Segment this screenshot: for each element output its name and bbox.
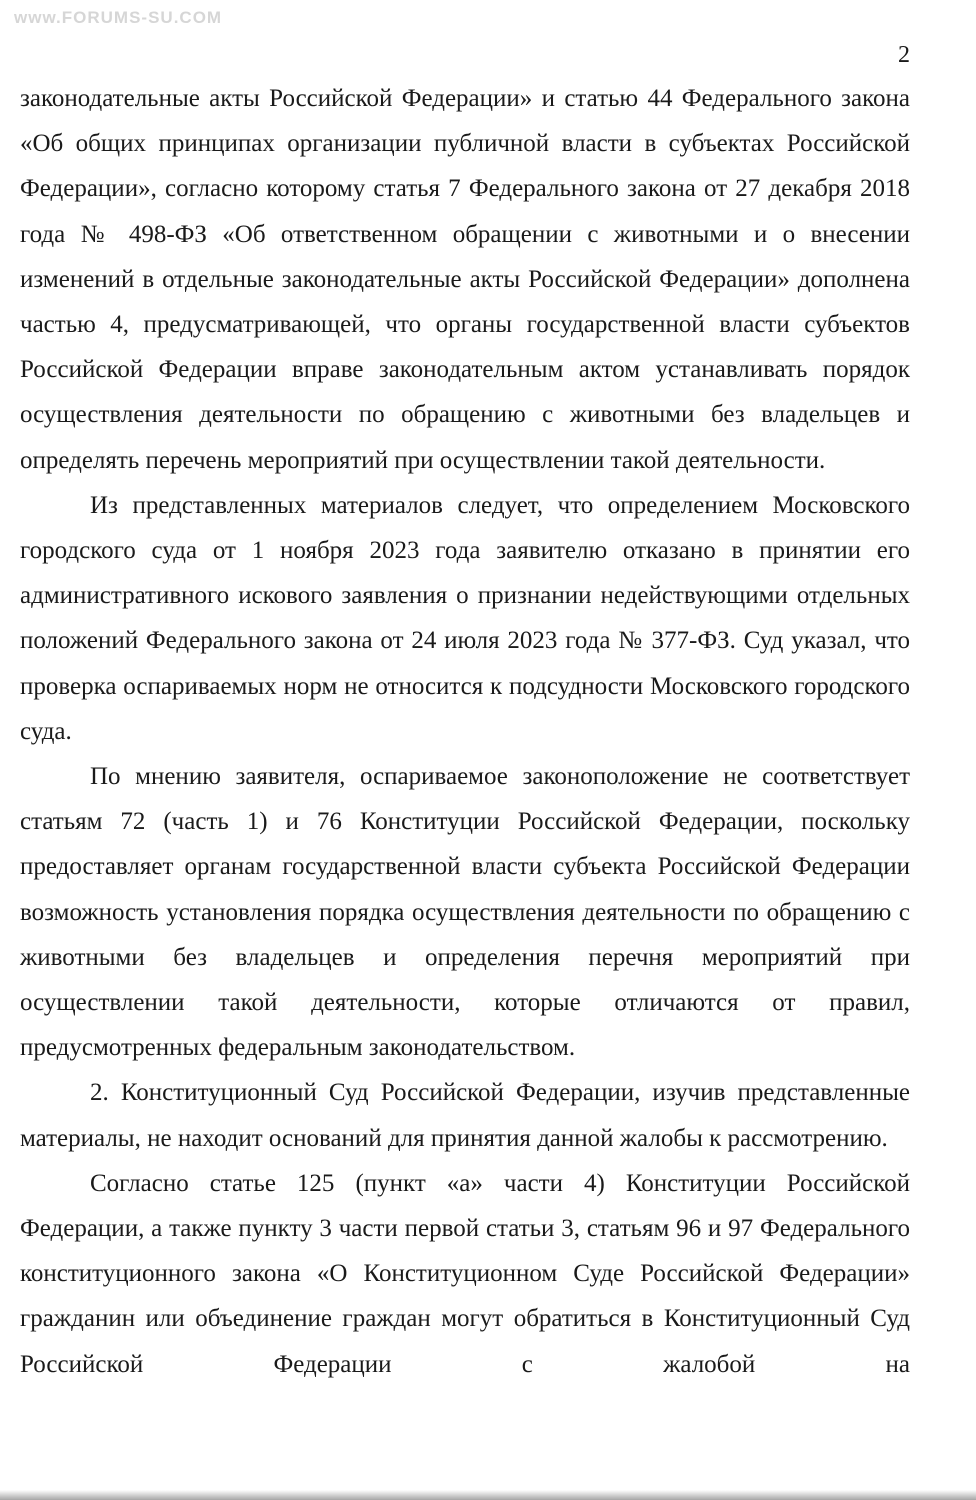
paragraph-continuation: законодательные акты Российской Федерации» и статью 44 Федерального закона «Об общих принципах организации публичной власти в субъектах Российской Федерации», согласно которому статья 7 Федерального закона от 27 декабря 2018 года № 498-ФЗ «Об ответственном обращении с животными и о внесении изменений в отдельные законодательные акты Российской Федерации» дополнена частью 4, предусматривающей, что органы государственной власти субъектов Российской Федерации вправе законодательным актом устанавливать порядок осуществления деятельности по обращению с животными без владельцев и определять перечень мероприятий при осуществлении такой деятельности. xyxy=(20,85,910,474)
page-number: 2 xyxy=(898,42,910,68)
paragraph-constitution-article: Согласно статье 125 (пункт «а» части 4) Конституции Российской Федерации, а также пункту 3 части первой статьи 3, статьям 96 и 97 Федерального конституционного закона «О Конституционном Суде Российской Федерации» гражданин или объединение граждан могут обратиться в Конституционный Суд Российской Федерации с жалобой на xyxy=(20,1169,910,1378)
watermark: www.FORUMS-SU.COM xyxy=(14,8,223,27)
document-body xyxy=(20,76,910,1387)
page-edge-shadow xyxy=(0,1490,976,1500)
paragraph-court-decision: 2. Конституционный Суд Российской Федерации, изучив представленные материалы, не находит оснований для принятия данной жалобы к рассмотрению. xyxy=(20,1079,910,1152)
paragraph-materials: Из представленных материалов следует, что определением Московского городского суда от 1 ноября 2023 года заявителю отказано в принятии его административного искового заявления о признании недействующими отдельных положений Федерального закона от 24 июля 2023 года № 377-ФЗ. Суд указал, что проверка оспариваемых норм не относится к подсудности Московского городского суда. xyxy=(20,491,910,745)
paragraph-applicant-opinion: По мнению заявителя, оспариваемое законоположение не соответствует статьям 72 (часть 1) и 76 Конституции Российской Федерации, поскольку предоставляет органам государственной власти субъекта Российской Федерации возможность установления порядка осуществления деятельности по обращению с животными без владельцев и определения перечня мероприятий при осуществлении такой деятельности, которые отличаются от правил, предусмотренных федеральным законодательством. xyxy=(20,763,910,1062)
